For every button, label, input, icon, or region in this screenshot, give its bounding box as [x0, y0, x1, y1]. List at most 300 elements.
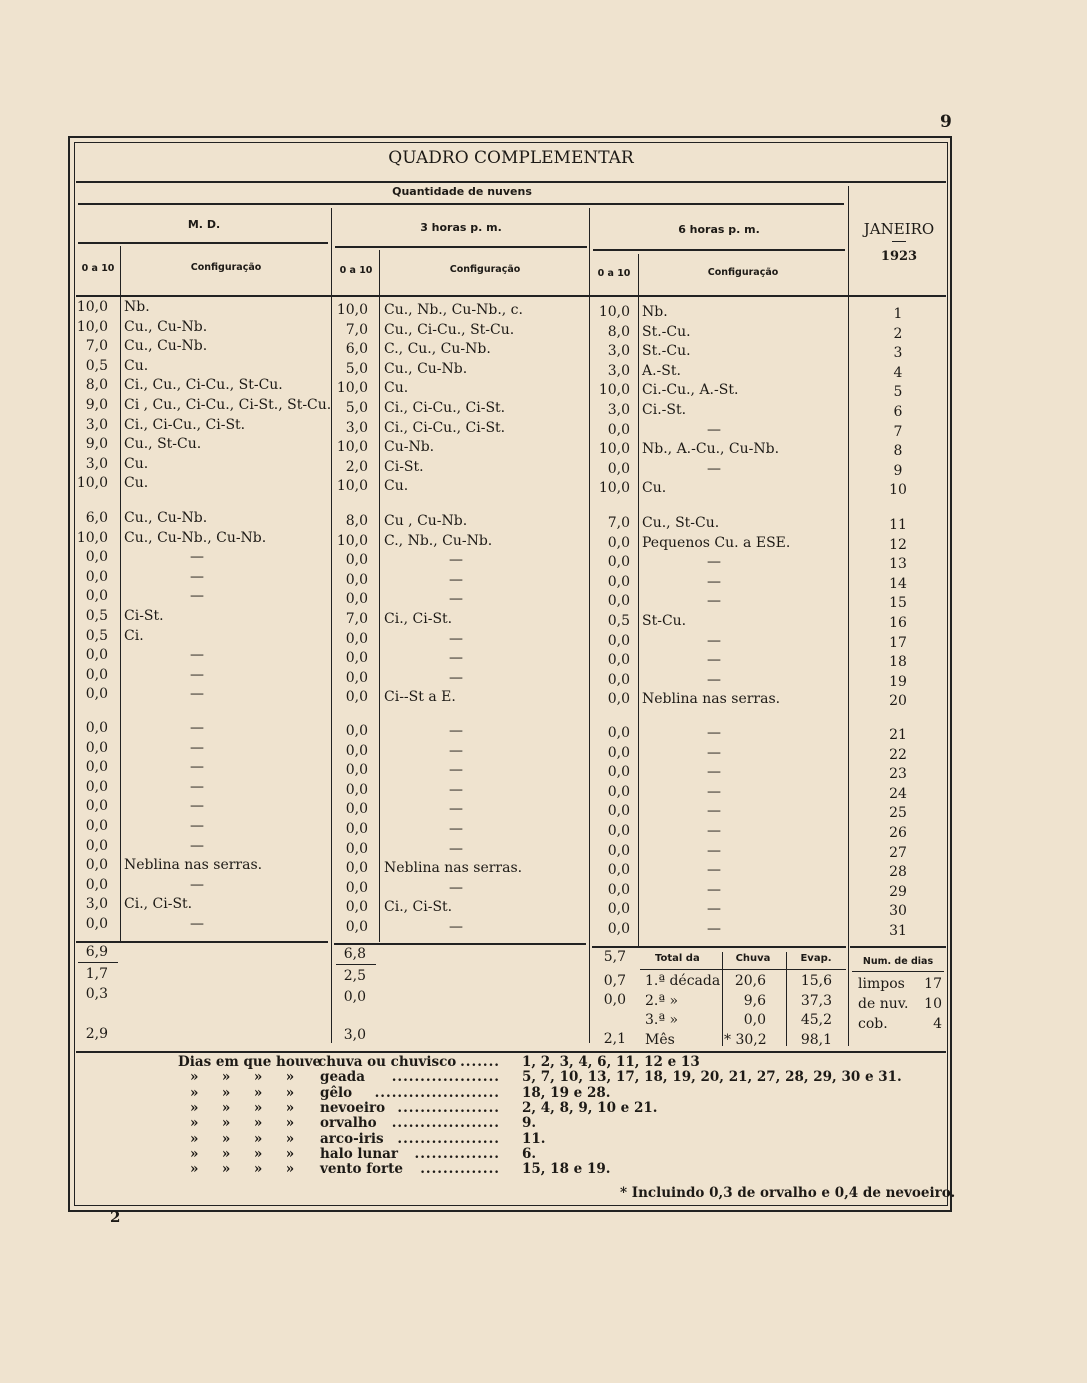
table-row — [0, 686, 1087, 710]
num-dias-label: cob. — [858, 1016, 888, 1032]
day-number: 15 — [889, 595, 907, 612]
period-header-6pm: 6 horas p. m. — [678, 223, 760, 236]
group-header: Quantidade de nuvens — [392, 185, 532, 198]
p6-config: Cu. — [642, 480, 667, 497]
footnote: * Incluindo 0,3 de orvalho e 0,4 de nevoeiro. — [620, 1185, 956, 1201]
occurrence-prefix: » » » » — [190, 1069, 295, 1086]
table-row — [0, 475, 1087, 499]
table-row — [0, 739, 1087, 763]
p3-config: Cu , Cu-Nb. — [384, 513, 468, 529]
num-dias-value: 10 — [924, 996, 942, 1012]
totals-col-line-1 — [722, 952, 723, 1046]
md-config: Cu. — [124, 357, 149, 374]
p3-value: 0,0 — [345, 571, 368, 588]
p6-value: 0,0 — [607, 652, 630, 669]
table-row — [0, 608, 1087, 631]
md-sum-rule — [76, 941, 328, 943]
day-number: 27 — [889, 844, 907, 861]
occurrence-leader-dots: ................... — [391, 1069, 500, 1086]
p6-config: — — [707, 862, 721, 879]
p6-mean: 5,7 — [603, 949, 626, 965]
p3-config: C., Cu., Cu-Nb. — [384, 341, 491, 358]
md-value: 0,0 — [85, 720, 108, 736]
totals-row-chuva: 0,0 — [743, 1012, 766, 1028]
p3-config: Cu. — [384, 380, 409, 397]
md-value: 0,0 — [85, 647, 108, 664]
day-number: 8 — [893, 443, 903, 460]
day-number: 14 — [889, 575, 907, 592]
table-row — [0, 568, 1087, 592]
day-number: 21 — [889, 727, 907, 743]
p6-config: — — [707, 652, 721, 669]
p6-config: — — [707, 921, 721, 937]
md-config: — — [190, 798, 204, 815]
md-config: Ci. — [124, 627, 144, 644]
table-row — [0, 510, 1087, 533]
p3-config: — — [449, 762, 463, 779]
p6-config: — — [707, 881, 721, 898]
p6-config: — — [707, 421, 721, 438]
p6-value: 0,0 — [607, 632, 630, 649]
num-dias-label: de nuv. — [858, 996, 909, 1012]
md-config: Ci., Ci-St. — [124, 896, 193, 913]
totals-row-label: Mês — [645, 1031, 675, 1048]
p3-value: 0,0 — [345, 742, 368, 759]
day-number: 20 — [889, 693, 907, 710]
p3-value: 0,0 — [345, 919, 368, 935]
table-row — [0, 857, 1087, 881]
md-value: 0,0 — [85, 818, 108, 834]
md-value: 0,0 — [85, 739, 108, 756]
occurrence-leader-dots: .................. — [397, 1099, 500, 1116]
p6-value: 0,0 — [607, 783, 630, 800]
p6-config: — — [707, 460, 721, 477]
md-config: Neblina nas serras. — [124, 857, 263, 874]
day-number: 9 — [893, 462, 903, 479]
p6-value: 7,0 — [607, 515, 630, 531]
p3-value: 0,0 — [345, 591, 368, 608]
p6-config: — — [707, 823, 721, 839]
table-row — [0, 837, 1087, 861]
occurrence-label: nevoeiro — [320, 1099, 386, 1116]
day-number: 3 — [893, 345, 903, 362]
p6-config: — — [707, 593, 721, 610]
page-number: 9 — [940, 112, 952, 132]
occurrence-leader-dots: ...................... — [374, 1084, 500, 1101]
p6-config: — — [707, 632, 721, 649]
p3-config: Ci., Ci-Cu., Ci-St. — [384, 400, 506, 416]
table-row — [0, 916, 1087, 939]
md-value: 10,0 — [76, 529, 108, 546]
p3-value: 0,0 — [345, 630, 368, 647]
p3-config: Neblina nas serras. — [384, 860, 523, 877]
day-number: 7 — [893, 423, 903, 440]
p3-config: Ci., Ci-St. — [384, 899, 453, 916]
day-number: 31 — [889, 923, 907, 939]
day-number: 22 — [889, 746, 907, 763]
p6-value: 0,0 — [607, 803, 630, 820]
md-value: 3,0 — [85, 455, 108, 472]
occurrence-days: 1, 2, 3, 4, 6, 11, 12 e 13 — [522, 1054, 700, 1070]
p3-config: — — [449, 669, 463, 686]
table-row — [0, 759, 1087, 783]
p6-mean-month: 2,1 — [603, 1031, 626, 1047]
totals-row-chuva: 20,6 — [734, 973, 766, 989]
p3-value: 10,0 — [336, 532, 368, 549]
config-header-md: Configuração — [190, 262, 262, 273]
period-brace-6pm — [593, 249, 845, 251]
p3-value: 10,0 — [336, 302, 368, 318]
p6-value: 3,0 — [607, 402, 630, 418]
md-config: — — [190, 720, 204, 736]
title-rule — [76, 181, 946, 183]
totals-header-chuva: Chuva — [735, 953, 771, 964]
occurrence-prefix: » » » » — [190, 1099, 295, 1116]
p3-config: Ci--St a E. — [384, 689, 456, 706]
totals-row-evap: 45,2 — [800, 1012, 832, 1028]
p6-config: — — [707, 554, 721, 571]
occurrence-prefix: » » » » — [190, 1115, 295, 1132]
p3-config: C., Nb., Cu-Nb. — [384, 532, 493, 549]
config-header-3pm: Configuração — [449, 264, 521, 275]
p3-config: Ci-St. — [384, 458, 424, 475]
table-row — [0, 647, 1087, 671]
md-value: 0,0 — [85, 666, 108, 683]
md-config: Cu., Cu-Nb. — [124, 510, 208, 526]
p6-value: 0,0 — [607, 573, 630, 590]
day-number: 12 — [889, 536, 907, 553]
p3-config: Cu-Nb. — [384, 439, 435, 456]
md-mean-dec2: 0,3 — [85, 986, 108, 1002]
md-value: 0,0 — [85, 798, 108, 815]
md-value: 10,0 — [76, 299, 108, 315]
year-label: 1923 — [880, 249, 918, 264]
p3-value: 10,0 — [336, 380, 368, 397]
md-config: Cu., Cu-Nb. — [124, 338, 208, 355]
p3-config: — — [449, 571, 463, 588]
p3-mean-month: 3,0 — [343, 1027, 366, 1043]
p3-config: — — [449, 591, 463, 608]
p6-config: — — [707, 744, 721, 761]
md-value: 10,0 — [76, 475, 108, 492]
num-dias-header: Num. de dias — [862, 956, 934, 967]
p3-config: — — [449, 781, 463, 798]
md-config: Cu., Cu-Nb., Cu-Nb. — [124, 529, 267, 546]
occurrence-prefix: Dias em que houve — [178, 1054, 322, 1070]
scale-header-6pm: 0 a 10 — [597, 268, 631, 279]
day-number: 1 — [893, 306, 903, 322]
num-dias-rule — [852, 971, 944, 972]
occurrence-leader-dots: .................. — [397, 1130, 500, 1147]
occurrence-prefix: » » » » — [190, 1161, 295, 1178]
p6-value: 0,0 — [607, 691, 630, 708]
p3-value: 0,0 — [345, 762, 368, 779]
p6-config: A.-St. — [642, 362, 681, 379]
occurrence-prefix: » » » » — [190, 1084, 295, 1101]
p6-config: St.-Cu. — [642, 323, 691, 340]
p6-value: 0,5 — [607, 613, 630, 629]
p3-value: 10,0 — [336, 478, 368, 495]
month-dash — [892, 241, 906, 242]
p3-config: Cu., Cu-Nb. — [384, 360, 468, 377]
p3-value: 8,0 — [345, 513, 368, 529]
p3-config: — — [449, 552, 463, 569]
summary-bottom-rule — [76, 1051, 946, 1053]
p6-value: 0,0 — [607, 764, 630, 781]
p6-value: 0,0 — [607, 901, 630, 918]
scale-header-3pm: 0 a 10 — [339, 265, 373, 276]
p3-value: 6,0 — [345, 341, 368, 358]
num-dias-value: 17 — [924, 976, 942, 992]
table-row — [0, 318, 1087, 342]
p6-sum-rule — [592, 946, 846, 948]
p3-value: 0,0 — [345, 821, 368, 837]
p6-config: Pequenos Cu. a ESE. — [642, 534, 791, 551]
occurrence-label: geada — [320, 1069, 365, 1086]
p6-value: 0,0 — [607, 421, 630, 438]
totals-row-label: 1.ª década — [645, 973, 721, 989]
md-value: 0,5 — [85, 608, 108, 624]
occurrence-days: 15, 18 e 19. — [522, 1161, 611, 1178]
md-value: 10,0 — [76, 318, 108, 335]
md-value: 0,0 — [85, 549, 108, 566]
totals-header-evap: Evap. — [800, 953, 832, 964]
p6-value: 0,0 — [607, 881, 630, 898]
p3-value: 0,0 — [345, 801, 368, 818]
occurrence-label: chuva ou chuvisco — [318, 1054, 457, 1070]
p6-config: Ci.-St. — [642, 402, 687, 418]
totals-row-chuva: * 30,2 — [724, 1031, 767, 1048]
occurrence-leader-dots: ................... — [391, 1115, 500, 1132]
occurrence-days: 5, 7, 10, 13, 17, 18, 19, 20, 21, 27, 28, 29, 30 e 31. — [522, 1069, 902, 1086]
occurrence-days: 18, 19 e 28. — [522, 1084, 611, 1101]
table-row — [0, 818, 1087, 841]
md-value: 0,0 — [85, 686, 108, 703]
p3-config: Cu. — [384, 478, 409, 495]
p6-value: 10,0 — [598, 382, 630, 399]
p6-value: 10,0 — [598, 304, 630, 320]
p3-value: 3,0 — [345, 419, 368, 436]
md-config: Ci., Cu., Ci-Cu., St-Cu. — [124, 377, 283, 394]
occurrence-prefix: » » » » — [190, 1130, 295, 1147]
occurrence-leader-dots: ....... — [460, 1054, 500, 1070]
day-number: 29 — [889, 883, 907, 900]
p6-config: — — [707, 901, 721, 918]
md-value: 0,0 — [85, 857, 108, 874]
md-value: 0,0 — [85, 876, 108, 893]
md-config: — — [190, 778, 204, 795]
table-row — [0, 876, 1087, 900]
p3-value: 0,0 — [345, 879, 368, 896]
day-number: 18 — [889, 654, 907, 671]
p3-value: 0,0 — [345, 860, 368, 877]
p6-config: St.-Cu. — [642, 343, 691, 360]
md-config: Ci-St. — [124, 608, 164, 624]
p6-mean-dec1: 0,7 — [603, 973, 626, 989]
p3-mean: 6,8 — [343, 946, 366, 962]
md-value: 0,5 — [85, 357, 108, 374]
p3-config: — — [449, 801, 463, 818]
p6-value: 0,0 — [607, 921, 630, 937]
md-config: — — [190, 647, 204, 664]
md-config: Cu. — [124, 475, 149, 492]
p6-value: 0,0 — [607, 671, 630, 688]
day-number: 17 — [889, 634, 907, 651]
md-config: — — [190, 549, 204, 566]
occurrence-label: gêlo — [320, 1084, 353, 1101]
p3-value: 7,0 — [345, 611, 368, 627]
md-config: — — [190, 588, 204, 605]
p3-value: 0,0 — [345, 650, 368, 667]
md-mean-month: 2,9 — [85, 1026, 108, 1042]
p6-config: — — [707, 803, 721, 820]
totals-row-label: 3.ª » — [645, 1012, 679, 1028]
table-row — [0, 357, 1087, 381]
md-config: Cu., Cu-Nb. — [124, 318, 208, 335]
p6-value: 0,0 — [607, 554, 630, 571]
occurrence-label: vento forte — [320, 1161, 403, 1178]
p6-value: 8,0 — [607, 323, 630, 340]
occurrence-leader-dots: ............... — [414, 1145, 500, 1162]
day-number: 28 — [889, 864, 907, 881]
day-number: 30 — [889, 903, 907, 920]
p3-value: 0,0 — [345, 781, 368, 798]
occurrence-label: halo lunar — [320, 1145, 399, 1162]
md-config: Cu. — [124, 455, 149, 472]
totals-row-chuva: 9,6 — [743, 992, 766, 1009]
md-config: — — [190, 568, 204, 585]
p3-sum-rule — [334, 943, 586, 945]
md-value: 0,0 — [85, 837, 108, 854]
p6-value: 0,0 — [607, 842, 630, 859]
month-label: JANEIRO — [863, 220, 935, 238]
day-number: 5 — [893, 384, 903, 401]
table-row — [0, 549, 1087, 573]
md-config: — — [190, 686, 204, 703]
p6-config: — — [707, 783, 721, 800]
day-number: 13 — [889, 556, 907, 573]
p3-mean-dec1: 2,5 — [343, 968, 366, 984]
totals-col-line-2 — [786, 952, 787, 1046]
table-row — [0, 896, 1087, 920]
p6-value: 0,0 — [607, 823, 630, 839]
md-config: — — [190, 666, 204, 683]
totals-row-label: 2.ª » — [645, 992, 679, 1009]
p3-value: 0,0 — [345, 552, 368, 569]
p3-config: — — [449, 650, 463, 667]
md-config: — — [190, 837, 204, 854]
p3-value: 7,0 — [345, 321, 368, 338]
day-number: 23 — [889, 766, 907, 783]
scale-header-md: 0 a 10 — [81, 263, 115, 274]
day-number: 16 — [889, 615, 907, 631]
md-config: — — [190, 876, 204, 893]
totals-row-evap: 98,1 — [800, 1031, 832, 1048]
p6-config: Cu., St-Cu. — [642, 515, 720, 531]
p6-value: 0,0 — [607, 534, 630, 551]
table-row — [0, 778, 1087, 802]
period-header-md: M. D. — [187, 218, 221, 231]
p3-config: Ci., Ci-St. — [384, 611, 453, 627]
p6-value: 3,0 — [607, 362, 630, 379]
p3-config: — — [449, 919, 463, 935]
day-number: 19 — [889, 673, 907, 690]
p6-config: — — [707, 671, 721, 688]
occurrence-label: orvalho — [320, 1115, 377, 1132]
md-value: 0,0 — [85, 916, 108, 932]
table-row — [0, 299, 1087, 322]
md-mean-dec1: 1,7 — [85, 966, 108, 982]
p3-value: 0,0 — [345, 689, 368, 706]
totals-row-evap: 15,6 — [800, 973, 832, 989]
md-value: 6,0 — [85, 510, 108, 526]
occurrence-leader-dots: .............. — [420, 1161, 500, 1178]
p3-value: 0,0 — [345, 723, 368, 739]
table-row — [0, 377, 1087, 401]
table-row — [0, 338, 1087, 362]
group-brace — [78, 203, 844, 205]
p6-value: 0,0 — [607, 593, 630, 610]
md-value: 8,0 — [85, 377, 108, 394]
totals-header-rule — [640, 969, 846, 970]
p3-config: — — [449, 630, 463, 647]
p6-config: — — [707, 725, 721, 741]
md-value: 9,0 — [85, 397, 108, 413]
p6-config: — — [707, 764, 721, 781]
p3-config: — — [449, 821, 463, 837]
p6-value: 10,0 — [598, 441, 630, 458]
num-dias-label: limpos — [858, 976, 905, 992]
p6-value: 0,0 — [607, 744, 630, 761]
p6-value: 0,0 — [607, 725, 630, 741]
period-header-3pm: 3 horas p. m. — [420, 221, 502, 234]
p6-mean-dec2: 0,0 — [603, 992, 626, 1008]
md-value: 0,0 — [85, 568, 108, 585]
day-number: 10 — [889, 482, 907, 499]
p6-value: 10,0 — [598, 480, 630, 497]
period-brace-md — [78, 242, 328, 244]
md-value: 7,0 — [85, 338, 108, 355]
md-config: Ci , Cu., Ci-Cu., Ci-St., St-Cu. — [124, 397, 332, 413]
p3-config: — — [449, 742, 463, 759]
p6-value: 0,0 — [607, 862, 630, 879]
p3-mean-dec2: 0,0 — [343, 989, 366, 1005]
table-row — [0, 397, 1087, 420]
p6-value: 3,0 — [607, 343, 630, 360]
day-number: 24 — [889, 785, 907, 802]
p3-config: Cu., Nb., Cu-Nb., c. — [384, 302, 523, 318]
p3-config: Cu., Ci-Cu., St-Cu. — [384, 321, 515, 338]
day-sum-rule — [850, 946, 946, 948]
md-mean-rule — [78, 962, 118, 963]
table-row — [0, 627, 1087, 651]
period-brace-3pm — [335, 246, 587, 248]
table-row — [0, 436, 1087, 460]
md-value: 0,0 — [85, 778, 108, 795]
p3-value: 0,0 — [345, 899, 368, 916]
md-value: 0,0 — [85, 759, 108, 776]
p6-config: St-Cu. — [642, 613, 687, 629]
p6-config: Nb. — [642, 304, 668, 320]
md-mean: 6,9 — [85, 944, 108, 960]
table-row — [0, 416, 1087, 440]
md-value: 3,0 — [85, 416, 108, 433]
p3-config: — — [449, 840, 463, 857]
table-row — [0, 666, 1087, 690]
md-config: — — [190, 759, 204, 776]
p3-config: Ci., Ci-Cu., Ci-St. — [384, 419, 506, 436]
occurrence-days: 6. — [522, 1145, 537, 1162]
